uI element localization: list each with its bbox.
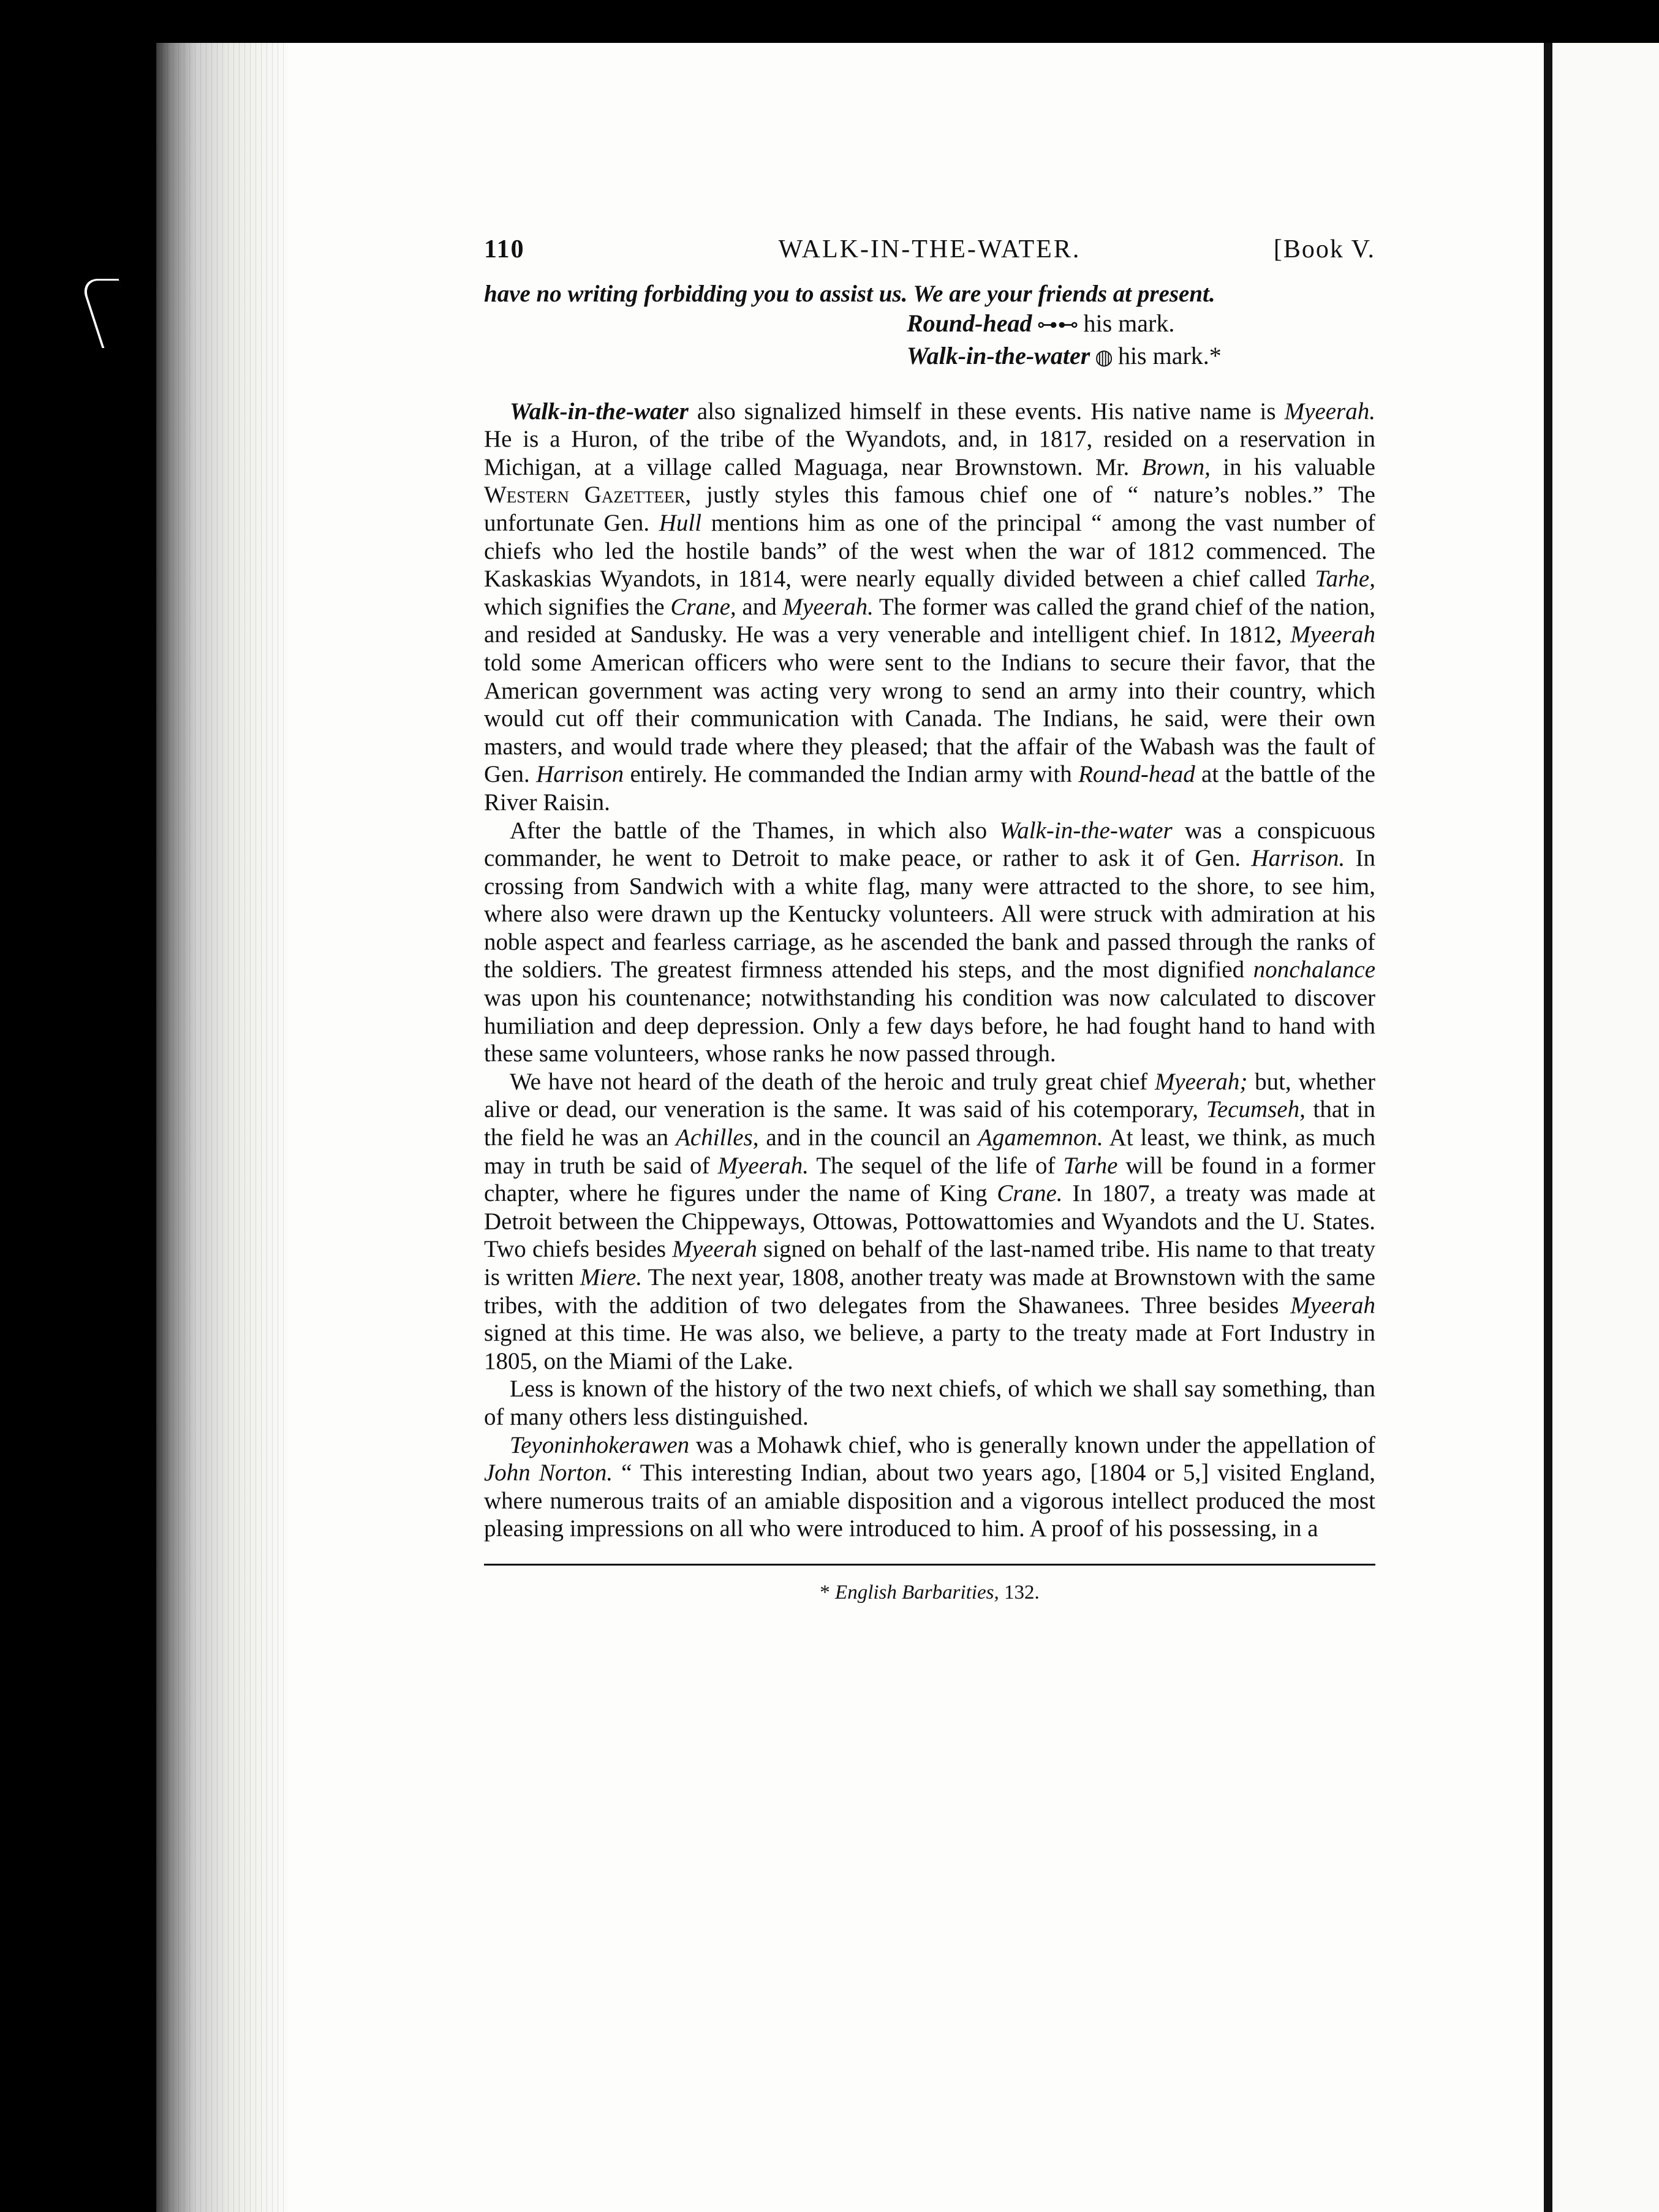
paragraph-2: After the battle of the Thames, in which also Walk-in-the-water was a conspicuous commander, he went to Detroit to make peace, or rather to ask it of Gen. Harrison. In crossing from Sandwich with a white flag, many were attracted to the shore, to see him, where also were drawn up the Kentucky volunteers. All were struck with admiration at his noble aspect and fearless carriage, as he ascended the bank and passed through the ranks of the soldiers. The greatest firmness attended his steps, and the most dignified nonchalance was upon his countenance; notwithstanding his condition was now calculated to discover humiliation and deep depression. Only a few days before, he had fought hand to hand with these same volunteers, whose ranks he now passed through. [484,817,1375,1067]
book-label: [Book V. [1273,235,1375,263]
walk-in-the-water-mark-icon: ◍ [1095,346,1113,369]
letter-ending: have no writing forbidding you to assist us. We are your friends at present. [484,281,1215,307]
signature-text: his mark.* [1117,341,1222,369]
paragraph-3: We have not heard of the death of the heroic and truly great chief Myeerah; but, whether alive or dead, our veneration is the same. It was said of his cotemporary, Tecumseh, that in the field he was an Achilles, and in the council an Agamemnon. At least, we think, as much may in truth be said of Myeerah. The sequel of the life of Tarhe will be found in a former chapter, where he figures under the name of King Crane. In 1807, a treaty was made at Detroit between the Chippeways, Ottowas, Pottowattomies and Wyandots and the U. States. Two chiefs besides Myeerah signed on behalf of the last-named tribe. His name to that treaty is written Miere. The next year, 1808, another treaty was made at Brownstown with the same tribes, with the addition of two delegates from the Shawanees. Three besides Myeerah signed at this time. He was also, we believe, a party to the treaty made at Fort Industry in 1805, on the Miami of the Lake. [484,1068,1375,1374]
paragraph-1: Walk-in-the-water also signalized himself in these events. His native name is Myeerah. He is a Huron, of the tribe of the Wyandots, and, in 1817, resided on a reservation in Michigan, at a village called Maguaga, near Brownstown. Mr. Brown, in his valuable Western Gazetteer, justly styles this famous chief one of “ nature’s nobles.” The unfortunate Gen. Hull mentions him as one of the principal “ among the vast number of chiefs who led the hostile bands” of the west when the war of 1812 commenced. The Kaskaskias Wyandots, in 1814, were nearly equally divided between a chief called Tarhe, which signifies the Crane, and Myeerah. The former was called the grand chief of the nation, and resided at Sandusky. He was a very venerable and intelligent chief. In 1812, Myeerah told some American officers who were sent to the Indians to secure their favor, that the American government was acting very wrong to send an army into their country, which would cut off their communication with Canada. The Indians, he said, were their own masters, and would trade where they pleased; that the affair of the Wabash was the fault of Gen. Harrison entirely. He commanded the Indian army with Round-head at the battle of the River Raisin. [484,398,1376,816]
running-head [484,236,1375,273]
paragraph-5: Teyoninhokerawen was a Mohawk chief, who is generally known under the appellation of John Norton. “ This interesting Indian, about two years ago, [1804 or 5,] visited England, where numerous traits of an amiable disposition and a vigorous intellect produced the most pleasing impressions on all who were introduced to him. A proof of his possessing, in a [484,1431,1375,1542]
page-content [484,236,1375,1607]
page-edge-lines [156,43,288,2212]
page-number: 110 [484,235,525,263]
paragraph-4: Less is known of the history of the two next chiefs, of which we shall say something, than of many others less distinguished. [484,1376,1375,1430]
footnote-rule [484,1564,1375,1566]
footnote: * English Barbarities, 132. [820,1581,1040,1604]
round-head-mark-icon: ⊶⊷ [1037,313,1079,336]
margin-mark [80,279,142,348]
signature-name: Round-head [907,309,1032,337]
signature-name: Walk-in-the-water [907,341,1090,369]
signature-text: his mark. [1083,309,1175,337]
signature-walk-in-the-water [907,341,1375,373]
gutter-shadow [1544,43,1552,2212]
facing-page-edge [1552,43,1659,2212]
running-title: WALK-IN-THE-WATER. [778,235,1081,263]
signature-round-head [907,308,1375,341]
